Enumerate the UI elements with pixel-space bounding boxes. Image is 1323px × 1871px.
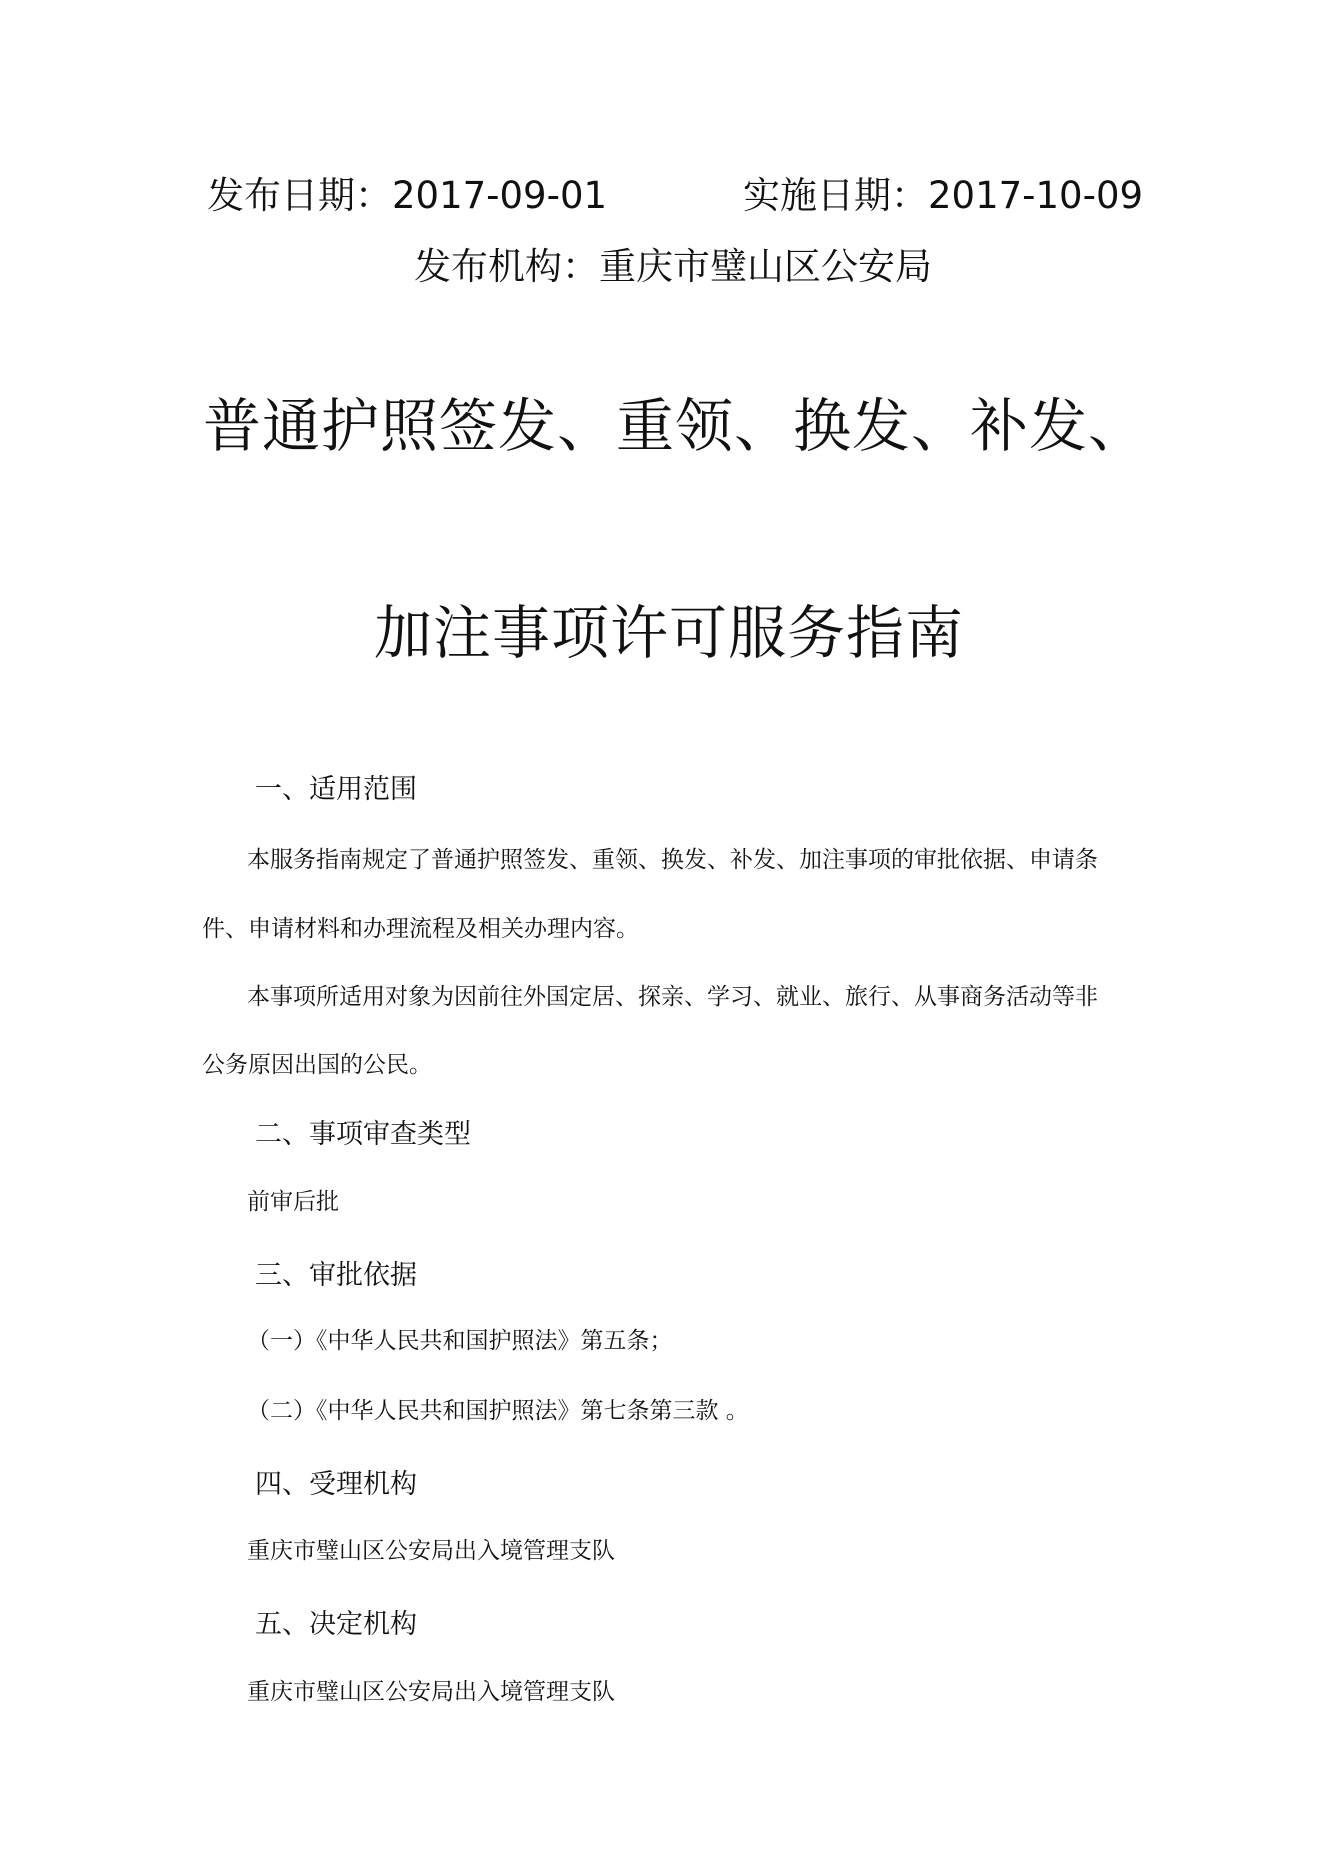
section-heading-accepting-agency: 四、受理机构 [255,1469,417,1500]
section-heading-basis: 三、审批依据 [255,1260,417,1291]
deciding-agency-text: 重庆市璧山区公安局出入境管理支队 [247,1679,615,1705]
publish-date-label: 发布日期： [207,174,392,217]
section-heading-review-type: 二、事项审查类型 [255,1119,471,1150]
basis-item-2: （二）《中华人民共和国护照法》第七条第三款 。 [247,1398,749,1424]
document-title-line1: 普通护照签发、重领、换发、补发、 [203,392,1148,460]
review-type-text: 前审后批 [247,1189,339,1215]
effective-date-line [743,174,1144,217]
effective-date-value: 2017-10-09 [928,174,1144,217]
basis-item-1: （一）《中华人民共和国护照法》第五条； [247,1328,673,1354]
scope-paragraph-2-line-2: 公务原因出国的公民。 [202,1052,432,1078]
scope-paragraph-1-line-1: 本服务指南规定了普通护照签发、重领、换发、补发、加注事项的审批依据、申请条 [247,847,1098,873]
accepting-agency-text: 重庆市璧山区公安局出入境管理支队 [247,1538,615,1564]
scope-paragraph-2-line-1: 本事项所适用对象为因前往外国定居、探亲、学习、就业、旅行、从事商务活动等非 [247,984,1098,1010]
section-heading-deciding-agency: 五、决定机构 [255,1609,417,1640]
scope-paragraph-1-line-2: 件、申请材料和办理流程及相关办理内容。 [202,916,639,942]
document-title-line2: 加注事项许可服务指南 [374,599,965,667]
effective-date-label: 实施日期： [743,174,928,217]
issuer-line: 发布机构：重庆市璧山区公安局 [414,245,932,288]
publish-date-value: 2017-09-01 [392,174,608,217]
section-heading-scope: 一、适用范围 [255,774,417,805]
publish-date-line [207,174,608,217]
